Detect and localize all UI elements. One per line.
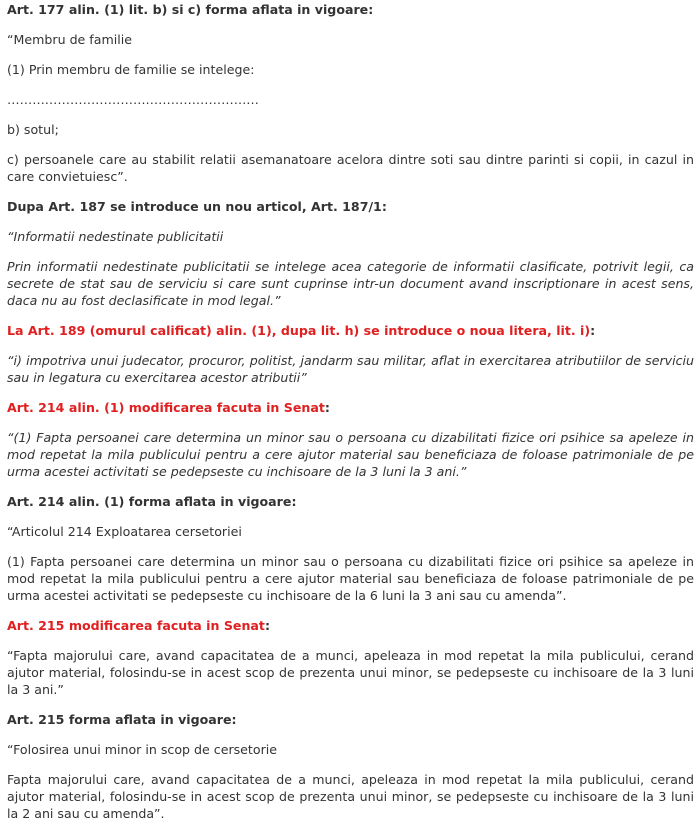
paragraph: b) sotul; bbox=[7, 122, 59, 137]
paragraph: (1) Fapta persoanei care determina un minor sau o persoana cu dizabilitati fizice ori psihice sa apeleze in mod repetat la mila publicului pentru a cere ajutor material sau beneficiaza de foloase patrimoniale de pe urma acestei activitati se pedepseste cu inchisoare de la 6 luni la 3 ani sau cu amenda”. bbox=[7, 554, 694, 603]
paragraph: Prin informatii nedestinate publicitatii se intelege acea categorie de informatii clasificate, potrivit legii, ca secrete de stat sau de serviciu si care sunt cuprinse intr-un document avand inscriptionare in acest sens, daca nu au fost declasificate in mod legal.” bbox=[7, 259, 694, 308]
section-heading-highlighted: Art. 215 modificarea facuta in Senat: bbox=[7, 618, 270, 633]
section-heading-highlighted: La Art. 189 (omurul calificat) alin. (1), dupa lit. h) se introduce o noua litera, lit. i): bbox=[7, 323, 596, 338]
section-heading: Art. 177 alin. (1) lit. b) si c) forma aflata in vigoare: bbox=[7, 2, 374, 17]
paragraph: “i) impotriva unui judecator, procuror, politist, jandarm sau militar, aflat in exercitarea atributiilor de serviciu sau in legatura cu exercitarea acestor atributii” bbox=[7, 353, 694, 385]
paragraph: “Membru de familie bbox=[7, 32, 132, 47]
section-heading: Dupa Art. 187 se introduce un nou articol, Art. 187/1: bbox=[7, 199, 387, 214]
paragraph: “Fapta majorului care, avand capacitatea de a munci, apeleaza in mod repetat la mila publicului, cerand ajutor material, folosindu-se in acest scop de prezenta unui minor, se pedepseste cu inchisoare de la 3 luni la 3 ani.” bbox=[7, 648, 694, 697]
paragraph: “Folosirea unui minor in scop de cersetorie bbox=[7, 742, 277, 757]
paragraph: “Articolul 214 Exploatarea cersetoriei bbox=[7, 524, 242, 539]
paragraph: (1) Prin membru de familie se intelege: bbox=[7, 62, 255, 77]
paragraph: c) persoanele care au stabilit relatii asemanatoare acelora dintre soti sau dintre parinti si copii, in cazul in care convietuiesc”. bbox=[7, 152, 694, 184]
paragraph: “(1) Fapta persoanei care determina un minor sau o persoana cu dizabilitati fizice ori psihice sa apeleze in mod repetat la mila publicului pentru a cere ajutor material sau beneficiaza de foloase patrimoniale de pe urma acestei activitati se pedepseste cu inchisoare de la 3 luni la 3 ani.” bbox=[7, 430, 694, 479]
section-heading-highlighted: Art. 214 alin. (1) modificarea facuta in Senat: bbox=[7, 400, 330, 415]
ellipsis-line: …………………………………………………… bbox=[7, 92, 259, 107]
paragraph: “Informatii nedestinate publicitatii bbox=[7, 229, 224, 244]
section-heading: Art. 215 forma aflata in vigoare: bbox=[7, 712, 237, 727]
paragraph: Fapta majorului care, avand capacitatea de a munci, apeleaza in mod repetat la mila publicului, cerand ajutor material, folosindu-se in acest scop de prezenta unui minor, se pedepseste cu inchisoare de la 3 luni la 2 ani sau cu amenda”. bbox=[7, 772, 694, 821]
section-heading: Art. 214 alin. (1) forma aflata in vigoare: bbox=[7, 494, 297, 509]
